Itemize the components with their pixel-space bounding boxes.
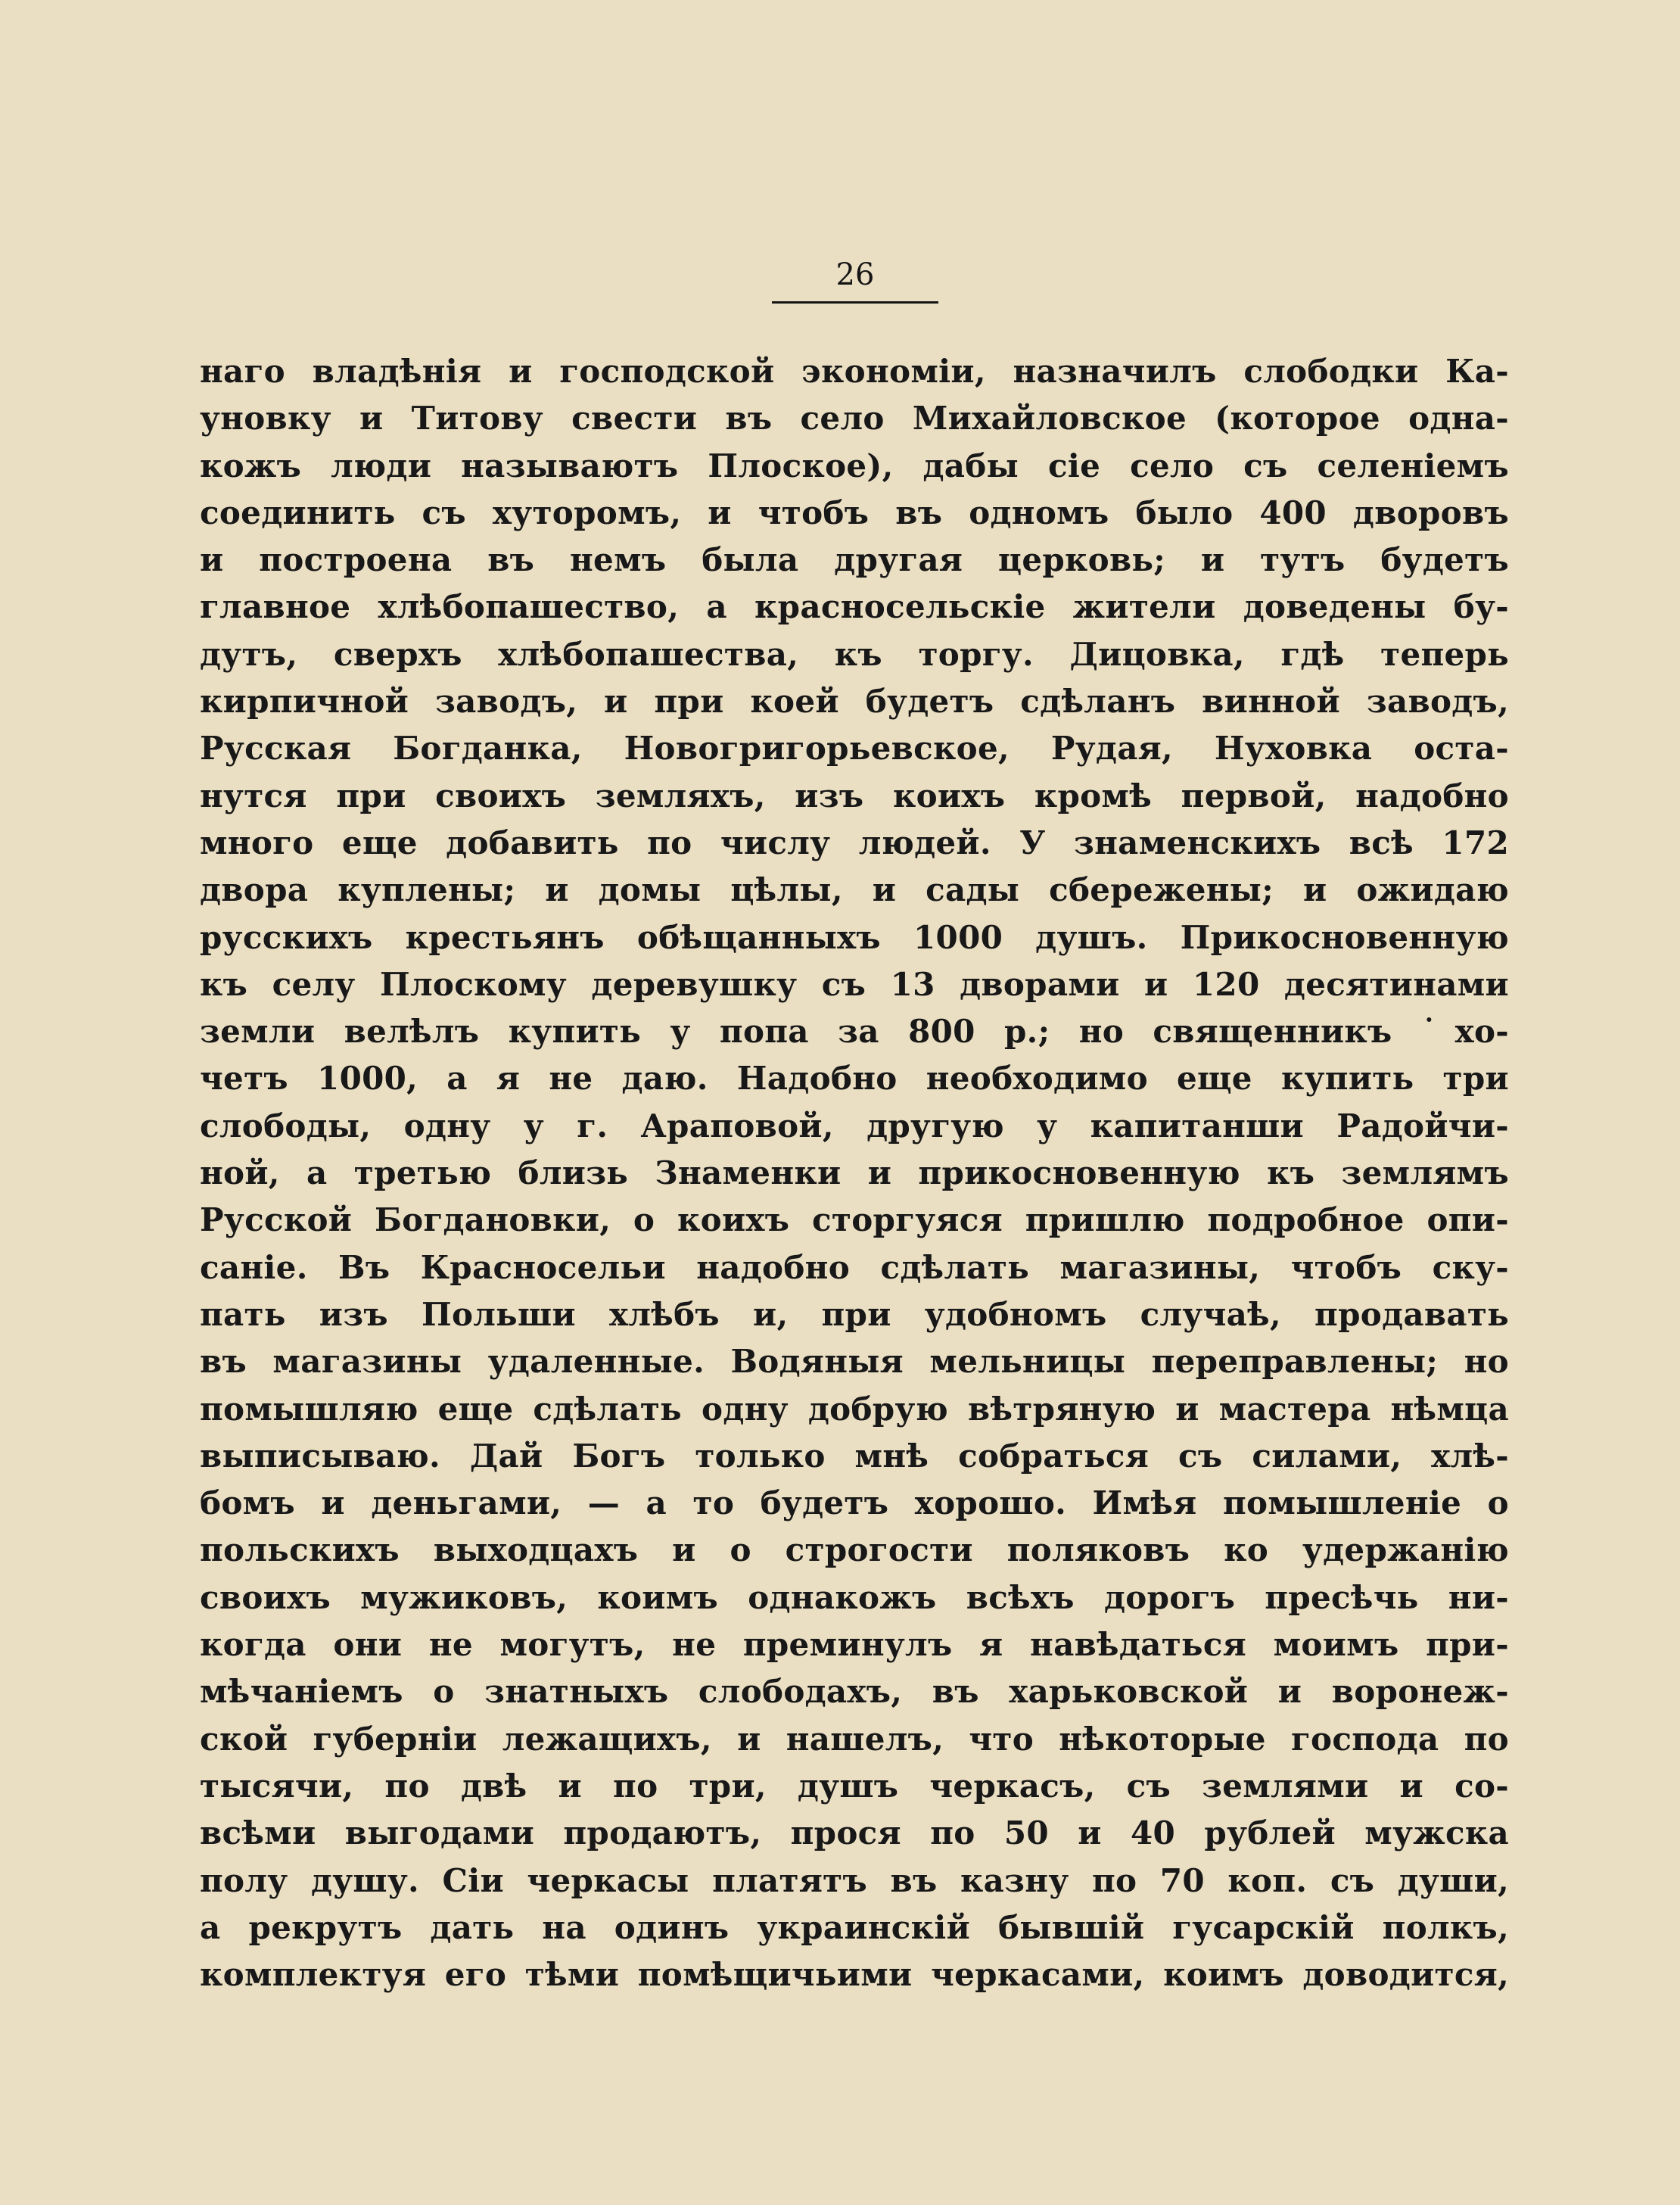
text-line: слободы, одну у г. Араповой, другую у капитанши Радойчи- [200, 1107, 1509, 1145]
text-line: мѣчаніемъ о знатныхъ слободахъ, въ харьковской и воронеж- [200, 1673, 1509, 1711]
text-line: четъ 1000, а я не даю. Надобно необходимо еще купить три [200, 1060, 1509, 1098]
text-line: комплектуя его тѣми помѣщичьими черкасами, коимъ доводится, [200, 1956, 1509, 1994]
page-number: 26 [835, 257, 875, 292]
text-line: уновку и Титову свести въ село Михайловское (которое одна- [200, 400, 1509, 438]
text-line: двора куплены; и домы цѣлы, и сады сбережены; и ожидаю [200, 871, 1509, 909]
text-line: выписываю. Дай Богъ только мнѣ собраться съ силами, хлѣ- [200, 1437, 1509, 1475]
text-line: наго владѣнія и господской экономіи, назначилъ слободки Ка- [200, 353, 1509, 390]
text-line: польскихъ выходцахъ и о строгости поляковъ ко удержанію [200, 1531, 1509, 1569]
text-line: ной, а третью близь Знаменки и прикосновенную къ землямъ [200, 1154, 1509, 1192]
text-line: въ магазины удаленные. Водяныя мельницы переправлены; но [200, 1343, 1509, 1381]
text-line: своихъ мужиковъ, коимъ однакожъ всѣхъ дорогъ пресѣчь ни- [200, 1578, 1509, 1616]
text-line: и построена въ немъ была другая церковь; и тутъ будетъ [200, 541, 1509, 579]
text-line: бомъ и деньгами, — а то будетъ хорошо. Имѣя помышленіе о [200, 1484, 1509, 1522]
text-line: саніе. Въ Красносельи надобно сдѣлать магазины, чтобъ ску- [200, 1248, 1509, 1286]
text-line: земли велѣлъ купить у попа за 800 р.; но священникъ ˙хо- [200, 1013, 1509, 1051]
text-line: кирпичной заводъ, и при коей будетъ сдѣланъ винной заводъ, [200, 683, 1509, 721]
text-line: соединить съ хуторомъ, и чтобъ въ одномъ было 400 дворовъ [200, 494, 1509, 531]
text-line: пать изъ Польши хлѣбъ и, при удобномъ случаѣ, продавать [200, 1295, 1509, 1333]
text-line: всѣми выгодами продаютъ, прося по 50 и 40 рублей мужска [200, 1814, 1509, 1852]
text-line: главное хлѣбопашество, а красносельскіе жители доведены бу- [200, 588, 1509, 626]
text-line: помышляю еще сдѣлать одну добрую вѣтряную и мастера нѣмца [200, 1390, 1509, 1428]
text-line: дутъ, сверхъ хлѣбопашества, къ торгу. Дицовка, гдѣ теперь [200, 635, 1509, 673]
text-line: къ селу Плоскому деревушку съ 13 дворами и 120 десятинами [200, 965, 1509, 1003]
body-text [200, 348, 1509, 1998]
page-number-rule [772, 301, 938, 304]
text-line: русскихъ крестьянъ обѣщанныхъ 1000 душъ. Прикосновенную [200, 918, 1509, 956]
text-line: а рекрутъ дать на одинъ украинскій бывшій гусарскій полкъ, [200, 1908, 1509, 1946]
text-line: когда они не могутъ, не преминулъ я навѣдаться моимъ при- [200, 1626, 1509, 1664]
text-line: нутся при своихъ земляхъ, изъ коихъ кромѣ первой, надобно [200, 777, 1509, 814]
text-line: много еще добавить по числу людей. У знаменскихъ всѣ 172 [200, 824, 1509, 861]
text-line: Русской Богдановки, о коихъ сторгуяся пришлю подробное опи- [200, 1201, 1509, 1239]
text-line: ской губерніи лежащихъ, и нашелъ, что нѣкоторые господа по [200, 1720, 1509, 1758]
text-line: тысячи, по двѣ и по три, душъ черкасъ, съ землями и со- [200, 1767, 1509, 1805]
text-line: кожъ люди называютъ Плоское), дабы сіе село съ селеніемъ [200, 447, 1509, 484]
text-line: Русская Богданка, Новогригорьевское, Рудая, Нуховка оста- [200, 730, 1509, 768]
text-line: полу душу. Сіи черкасы платятъ въ казну по 70 коп. съ души, [200, 1861, 1509, 1899]
